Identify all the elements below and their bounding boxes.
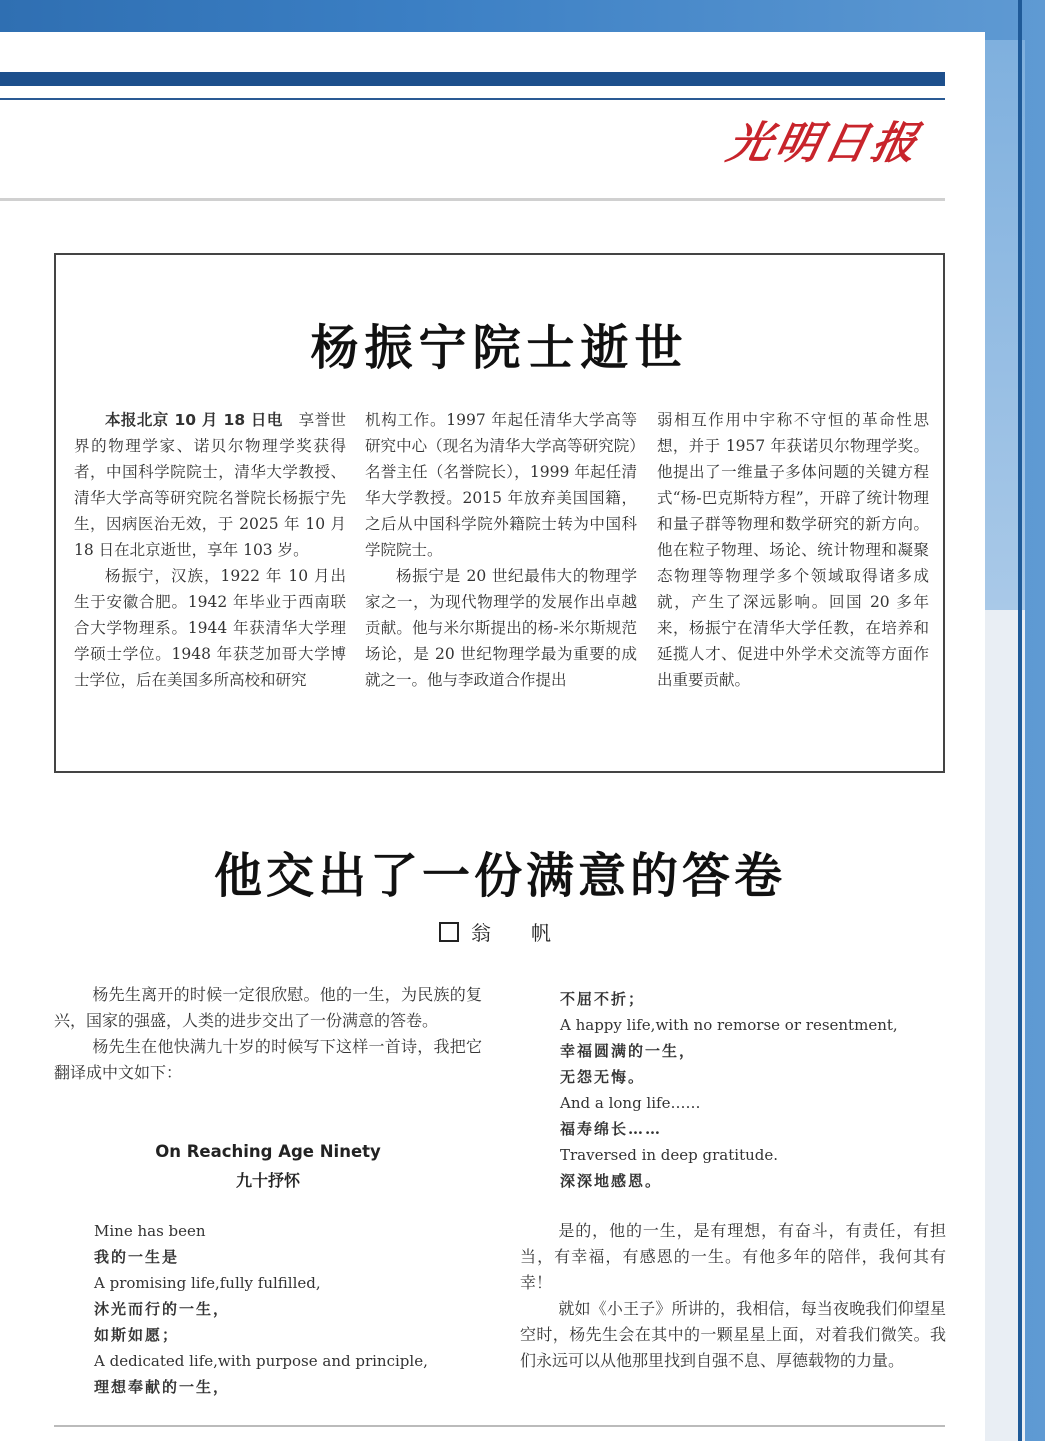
header-rule [0, 98, 945, 100]
poem-line: 如斯如愿； [94, 1326, 180, 1344]
paragraph: 杨振宁是 20 世纪最伟大的物理学家之一，为现代物理学的发展作出卓越贡献。他与米尔斯提出的杨-米尔斯规范场论，是 20 世纪物理学最为重要的成就之一。他与李政道合作提出 [365, 567, 637, 689]
poem-line: 无怨无悔。 [560, 1068, 646, 1086]
poem-line: A happy life,with no remorse or resentment, [560, 1016, 898, 1034]
poem-title-en: On Reaching Age Ninety [155, 1142, 381, 1161]
paragraph: 弱相互作用中宇称不守恒的革命性思想，并于 1957 年获诺贝尔物理学奖。他提出了一维量子多体问题的关键方程式“杨-巴克斯特方程”，开辟了统计物理和量子群等物理和数学研究的新方向。他在粒子物理、场论、统计物理和凝聚态物理等物理学多个领域取得诸多成就，产生了深远影响。回国 20 多年来，杨振宁在清华大学任教，在培养和延揽人才、促进中外学术交流等方面作出重要贡献。 [657, 411, 929, 689]
obituary-box [54, 253, 945, 773]
article-column-left [54, 982, 482, 1086]
poem-line: A dedicated life,with purpose and principle, [94, 1352, 428, 1370]
paragraph: 享誉世界的物理学家、诺贝尔物理学奖获得者，中国科学院院士，清华大学教授、清华大学高等研究院名誉院长杨振宁先生，因病医治无效，于 2025 年 10 月 18 日在北京逝世，享年 103 岁。 [74, 411, 346, 559]
newspaper-page [0, 32, 985, 1441]
masthead-rule [0, 198, 945, 201]
poem-line: And a long life…… [560, 1094, 701, 1112]
byline [0, 917, 1000, 946]
author: 翁 帆 [471, 921, 561, 945]
obituary-title: 杨振宁院士逝世 [310, 320, 689, 376]
poem-right [560, 986, 898, 1194]
paragraph: 杨先生离开的时候一定很欣慰。他的一生，为民族的复兴，国家的强盛，人类的进步交出了一份满意的答卷。 [54, 985, 482, 1030]
article-title: 他交出了一份满意的答卷 [213, 848, 786, 904]
poem-line: 我的一生是 [94, 1248, 180, 1266]
poem-line: Traversed in deep gratitude. [560, 1146, 779, 1164]
poem-line: 理想奉献的一生， [94, 1378, 231, 1396]
paragraph: 就如《小王子》所讲的，我相信，每当夜晚我们仰望星空时，杨先生会在其中的一颗星星上面，对着我们微笑。我们永远可以从他那里找到自强不息、厚德载物的力量。 [520, 1299, 946, 1370]
paragraph: 是的，他的一生，是有理想，有奋斗，有责任，有担当，有幸福，有感恩的一生。有他多年的陪伴，我何其有幸！ [520, 1221, 946, 1292]
poem-line: Mine has been [94, 1222, 206, 1240]
poem-title-zh: 九十抒怀 [235, 1171, 300, 1190]
edge-divider [1018, 0, 1022, 1441]
poem-line: 深深地感恩。 [560, 1172, 663, 1190]
obituary-column-1 [74, 407, 346, 693]
paragraph: 杨振宁，汉族，1922 年 10 月出生于安徽合肥。1942 年毕业于西南联合大学物理系。1944 年获清华大学理学硕士学位。1948 年获芝加哥大学博士学位，后在美国多所高校和研究 [74, 567, 346, 689]
poem-line: A promising life,fully fulfilled, [94, 1274, 321, 1292]
square-icon [439, 922, 459, 942]
poem-line: 沐光而行的一生， [94, 1300, 231, 1318]
poem-line: 幸福圆满的一生， [560, 1042, 697, 1060]
paragraph: 杨先生在他快满九十岁的时候写下这样一首诗，我把它翻译成中文如下： [54, 1037, 482, 1082]
header-bar [0, 72, 945, 86]
paragraph: 机构工作。1997 年起任清华大学高等研究中心（现名为清华大学高等研究院）名誉主任（名誉院长），1999 年起任清华大学教授。2015 年放弃美国国籍，之后从中国科学院外籍院士转为中国科学院院士。 [365, 411, 637, 559]
poem-left [94, 1218, 428, 1400]
obituary-column-2 [365, 407, 637, 693]
dateline: 本报北京 10 月 18 日电 [105, 411, 283, 429]
poem-line: 不屈不折； [560, 990, 646, 1008]
bottom-rule [54, 1425, 945, 1427]
poem-line: 福寿绵长…… [560, 1120, 663, 1138]
obituary-column-3 [657, 407, 929, 693]
article-column-right [520, 1218, 946, 1374]
masthead-logo: 光明日报 [722, 118, 926, 169]
